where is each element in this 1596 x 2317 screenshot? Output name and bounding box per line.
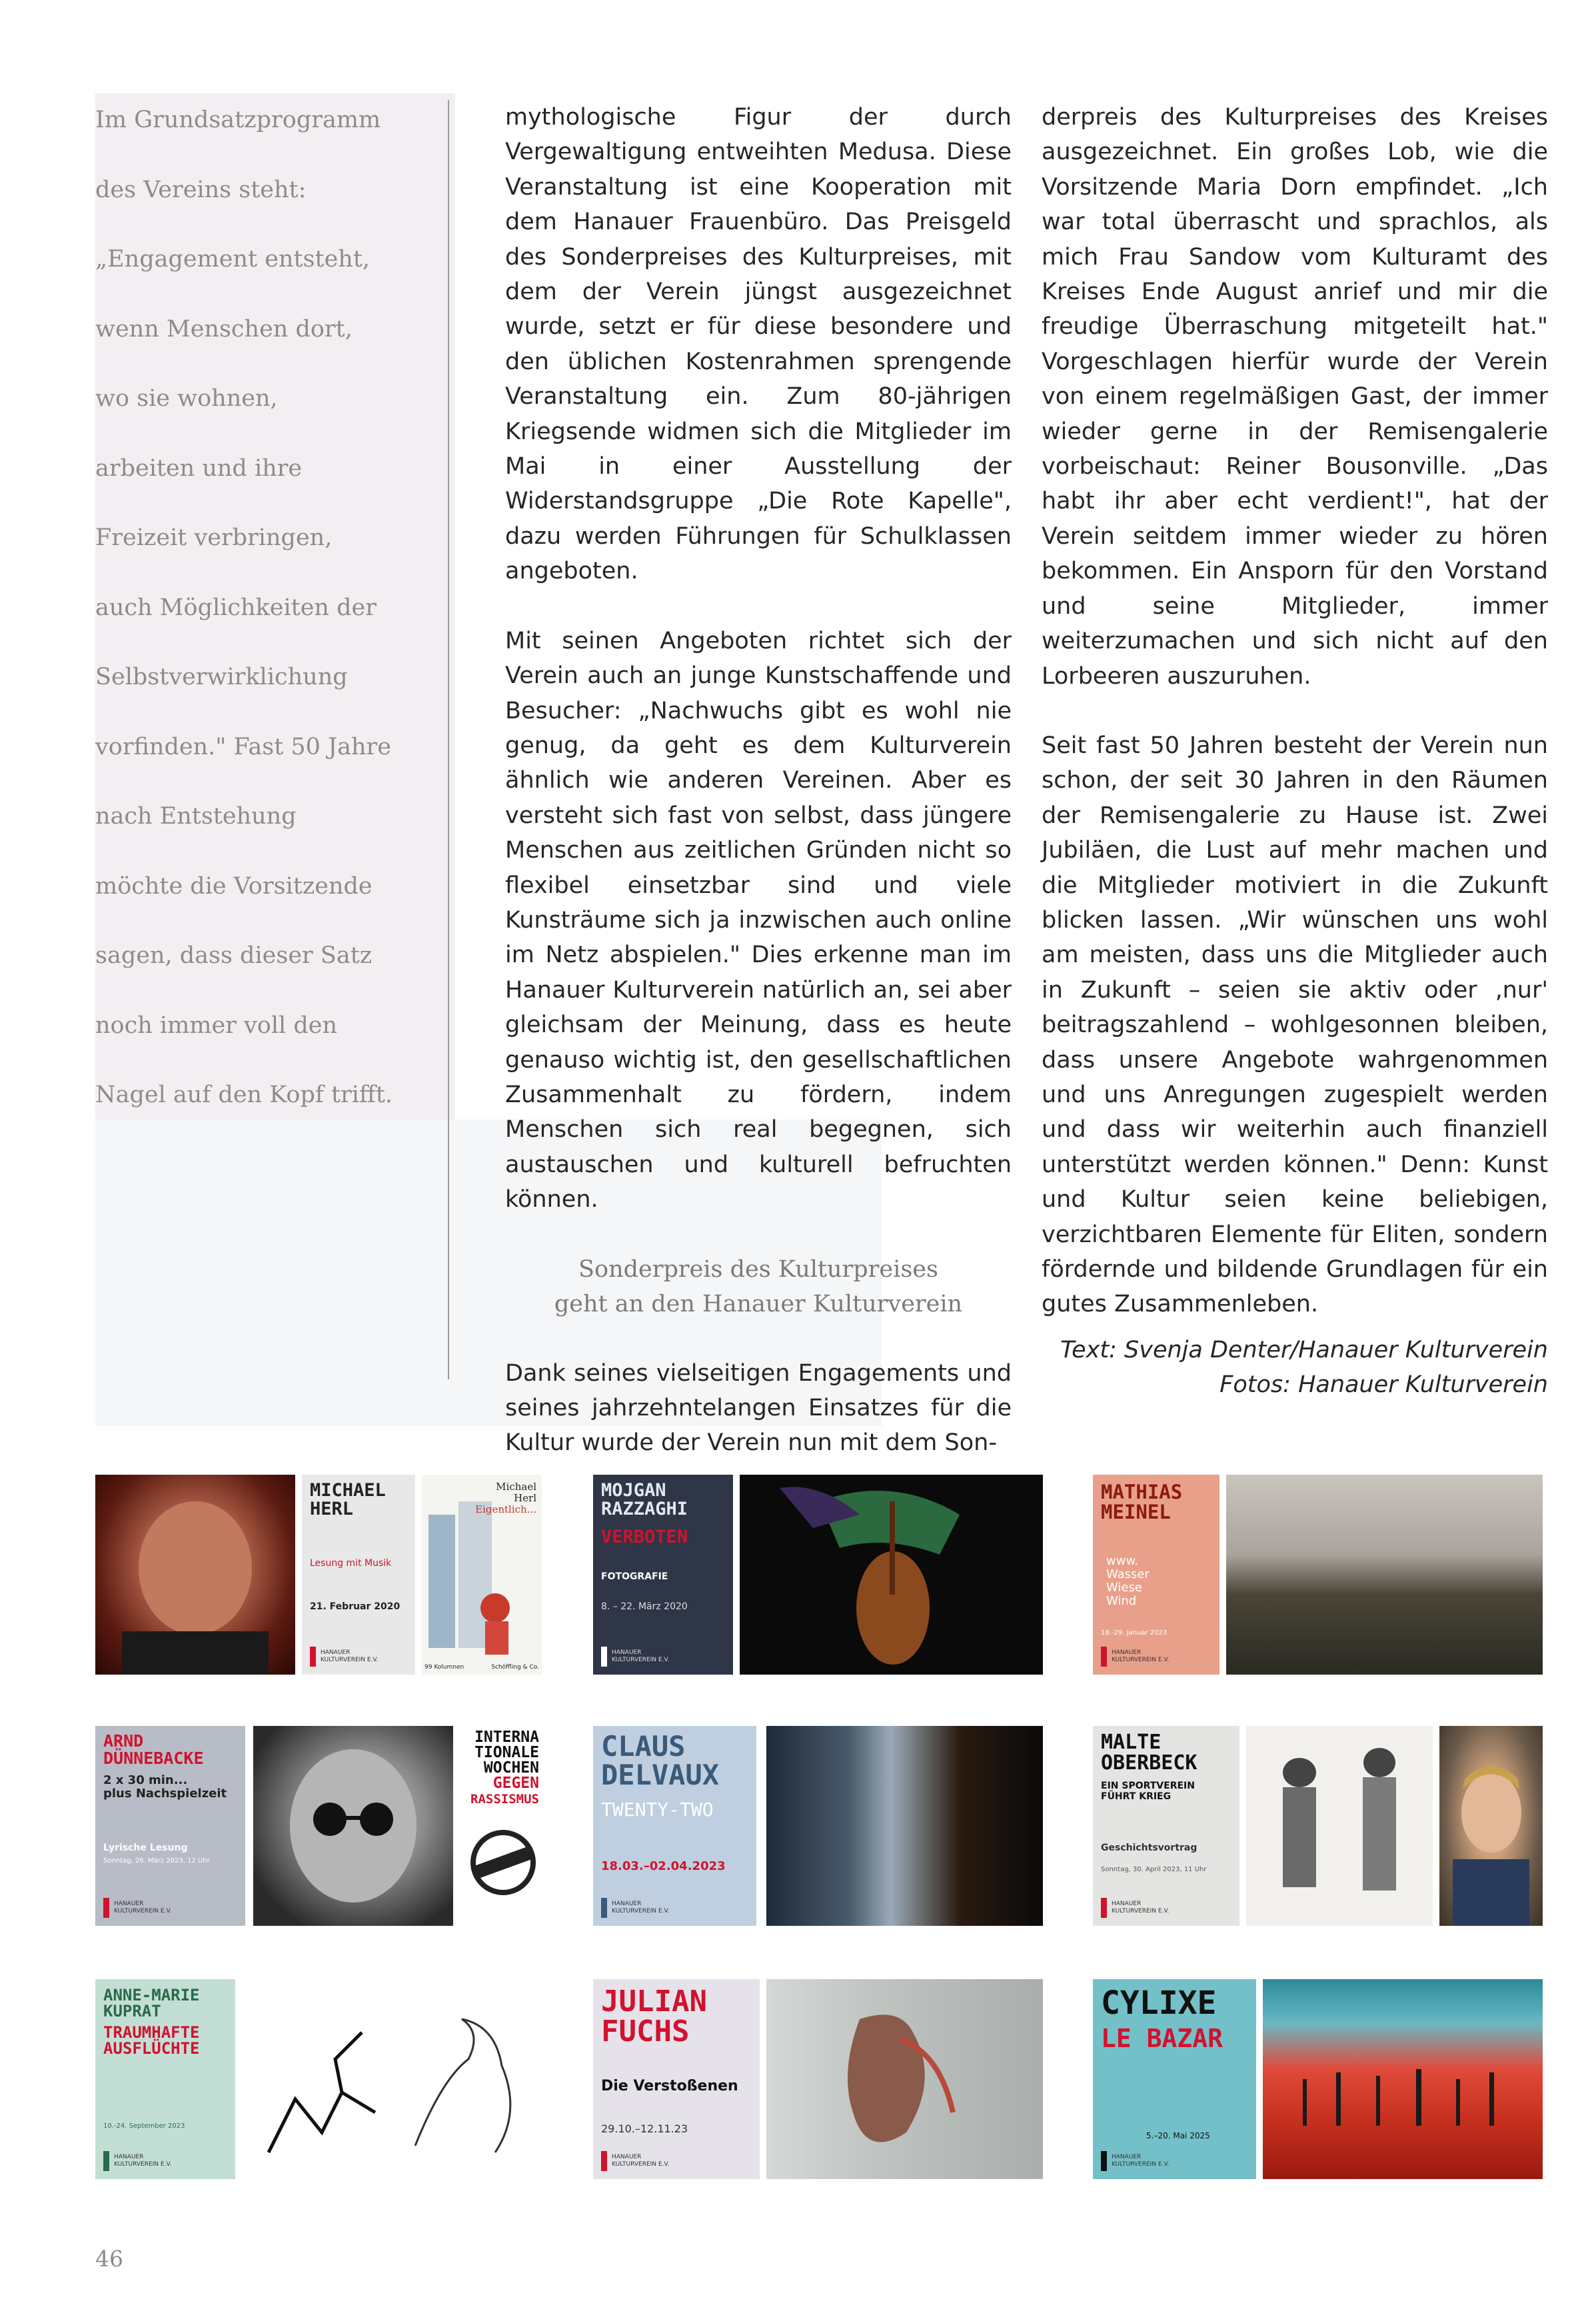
poster-title: Die Verstoßenen — [601, 2078, 738, 2094]
portrait-figure — [95, 1475, 295, 1675]
poster-delvaux — [593, 1726, 756, 1926]
poster-subtitle: www. Wasser Wiese Wind — [1106, 1554, 1150, 1608]
stamp-icon — [456, 1726, 543, 1926]
poster-date: 29.10.–12.11.23 — [601, 2122, 688, 2135]
figures-silhouettes — [1263, 1979, 1543, 2179]
subheading-line: Sonderpreis des Kulturpreises — [578, 1255, 938, 1283]
portrait-figure — [253, 1726, 453, 1926]
credits — [1042, 1333, 1548, 1403]
poster-subtitle: 2 x 30 min... plus Nachspielzeit — [103, 1773, 227, 1801]
soldiers-drawing — [1246, 1726, 1433, 1926]
poster-date: 5.–20. Mai 2025 — [1146, 2131, 1210, 2140]
club-logo: HANAUER KULTURVEREIN E.V. — [310, 1647, 390, 1667]
poster-razzaghi — [593, 1475, 733, 1675]
portrait-photo-oberbeck — [1439, 1726, 1543, 1926]
paragraph: Seit fast 50 Jahren besteht der Verein nun schon, der seit 30 Jahren in den Räumen der Remisengalerie zu Hause ist. Zwei Jubiläen, die Lust auf mehr machen und die Mitglieder motiviert in die Zukunft blicken lassen. „Wir wünschen uns wohl am meisten, dass uns die Mitglieder auch in Zukunft – seien sie aktiv oder ‚nur' beitragszahlend – wohlgesonnen bleiben, dass unsere Angebote wahrgenommen und uns Anregungen zugespielt werden und dass wir weiterhin auch finanziell unterstützt werden können." Denn: Kunst und Kultur seien keine beliebigen, verzichtbaren Elemente für Eliten, sondern fördernde und bildende Grundlagen für ein gutes Zusammenleben. — [1042, 732, 1548, 1318]
poster-title: VERBOTEN — [601, 1527, 688, 1547]
poster-title: INTERNA TIONALE WOCHEN GEGEN RASSISMUS — [470, 1729, 539, 1807]
quote-line: auch Möglichkeiten der — [95, 594, 377, 621]
poster-name: CYLIXE — [1101, 1984, 1217, 2022]
quote-line: „Engagement entsteht, — [95, 246, 371, 273]
poster-name: ANNE-MARIE KUPRAT — [103, 1986, 200, 2021]
poster-name: ARND DÜNNEBACKE — [103, 1731, 204, 1768]
ink-drawing — [242, 1979, 542, 2179]
book-footer: 99 Kolumnen Schöffling & Co. — [424, 1664, 539, 1671]
painting-figure — [766, 1979, 1043, 2179]
quote-line: sagen, dass dieser Satz — [95, 942, 373, 969]
poster-subtitle: FOTOGRAFIE — [601, 1571, 668, 1582]
photo-cellist — [740, 1475, 1043, 1675]
club-logo: HANAUER KULTURVEREIN E.V. — [1101, 1898, 1181, 1918]
poster-date: 18.03.–02.04.2023 — [601, 1859, 726, 1873]
poster-name: CLAUS DELVAUX — [601, 1730, 720, 1791]
figure-painting — [766, 1979, 1043, 2179]
club-logo: HANAUER KULTURVEREIN E.V. — [601, 1647, 681, 1667]
credit-text: Text: Svenja Denter/Hanauer Kulturverein — [1060, 1336, 1548, 1363]
article-column-middle — [505, 100, 1012, 1495]
paragraph: derpreis des Kulturpreises des Kreises ausgezeichnet. Ein großes Lob, wie die Vorsitzende Maria Dorn empfindet. „Ich war total überrascht und sprachlos, als mich Frau Sandow vom Kulturamt des Kreises Ende August anrief und mir die freudige Überraschung mitgeteilt hat." Vorgeschlagen hierfür wurde der Verein von einem regelmäßigen Gast, der immer wieder gerne in der Remisengalerie vorbeischaut: Reiner Bousonville. „Das habt ihr aber echt verdient!", hat der Verein seitdem immer wieder zu hören bekommen. Ein Ansporn für den Vorstand und seine Mitglieder, immer weiterzumachen und sich nicht auf den Lorbeeren auszuruhen. — [1042, 104, 1548, 690]
painting-bazar — [1263, 1979, 1543, 2179]
poster-duennebacke — [95, 1726, 245, 1926]
quote-line: Nagel auf den Kopf trifft. — [95, 1082, 393, 1108]
poster-fuchs — [593, 1979, 760, 2179]
poster-name: JULIAN FUCHS — [601, 1984, 707, 2048]
quote-line: möchte die Vorsitzende — [95, 872, 373, 900]
poster-subtitle: EIN SPORTVEREIN FÜHRT KRIEG — [1101, 1781, 1195, 1802]
paragraph: mythologische Figur der durch Vergewaltigung entweihten Medusa. Diese Veranstaltung ist eine Kooperation mit dem Hanauer Frauenbüro. Das Preisgeld des Sonderpreises des Kulturpreises, mit dem der Verein jüngst ausgezeichnet wurde, setzt er für diese besondere und den üblichen Kostenrahmen sprengende Veranstaltung ein. Zum 80-jährigen Kriegsende widmen sich die Mitglieder im Mai in einer Ausstellung der Widerstandsgruppe „Die Rote Kapelle", dazu werden Führungen für Schulklassen angeboten. — [505, 104, 1012, 585]
portrait-figure — [1439, 1726, 1543, 1926]
poster-title: TRAUMHAFTE AUSFLÜCHTE — [103, 2023, 200, 2058]
club-logo: HANAUER KULTURVEREIN E.V. — [1101, 2151, 1181, 2171]
article-column-right — [1042, 100, 1548, 1403]
page-number: 46 — [95, 2246, 123, 2272]
poster-event-type: Lyrische Lesung — [103, 1843, 188, 1853]
quote-line: nach Entstehung — [95, 803, 297, 830]
book-cover-herl — [422, 1475, 542, 1675]
club-logo: HANAUER KULTURVEREIN E.V. — [103, 2151, 183, 2171]
poster-subtitle: Lesung mit Musik — [310, 1558, 392, 1569]
quote-line: arbeiten und ihre — [95, 454, 303, 482]
poster-name: MALTE OBERBECK — [1101, 1731, 1197, 1775]
drawing-creatures — [242, 1979, 542, 2179]
section-subheading — [505, 1252, 1012, 1321]
quote-line: Freizeit verbringen, — [95, 524, 333, 551]
quote-line: Selbstverwirklichung — [95, 664, 348, 690]
club-logo: HANAUER KULTURVEREIN E.V. — [601, 1898, 681, 1918]
painting-landscape — [1226, 1475, 1543, 1675]
poster-oberbeck — [1093, 1726, 1239, 1926]
quote-line: wo sie wohnen, — [95, 385, 278, 412]
quote-line: vorfinden." Fast 50 Jahre — [95, 733, 391, 760]
credit-photos: Fotos: Hanauer Kulturverein — [1219, 1371, 1548, 1399]
poster-iwgr — [456, 1726, 543, 1926]
poster-cylixe — [1093, 1979, 1256, 2179]
poster-herl — [302, 1475, 415, 1675]
photo-street — [766, 1726, 1043, 1926]
poster-title: TWENTY-TWO — [601, 1799, 714, 1821]
quote-line: Im Grundsatzprogramm — [95, 107, 381, 133]
poster-name: MICHAEL HERL — [310, 1480, 386, 1519]
poster-date: Sonntag, 26. März 2023, 12 Uhr — [103, 1857, 210, 1865]
poster-kuprat — [95, 1979, 235, 2179]
poster-date: 21. Februar 2020 — [310, 1601, 400, 1612]
club-logo: HANAUER KULTURVEREIN E.V. — [1101, 1647, 1181, 1667]
poster-name: MATHIAS MEINEL — [1101, 1481, 1183, 1523]
poster-name: MOJGAN RAZZAGHI — [601, 1480, 688, 1519]
column-divider — [448, 100, 449, 1379]
poster-title: LE BAZAR — [1101, 2024, 1223, 2053]
poster-date: 18.-29. Januar 2023 — [1101, 1629, 1168, 1637]
paragraph: Dank seines vielseitigen Engagements und seines jahrzehntelangen Einsatzes für die Kultur wurde der Verein nun mit dem Son- — [505, 1359, 1012, 1457]
poster-date: 8. – 22. März 2020 — [601, 1601, 688, 1612]
illustration-soldiers — [1246, 1726, 1433, 1926]
cellist-illustration — [740, 1475, 1043, 1675]
club-logo: HANAUER KULTURVEREIN E.V. — [601, 2151, 681, 2171]
portrait-photo-herl — [95, 1475, 295, 1675]
quote-line: des Vereins steht: — [95, 176, 307, 203]
poster-meinel — [1093, 1475, 1219, 1675]
club-logo: HANAUER KULTURVEREIN E.V. — [103, 1898, 183, 1918]
subheading-line: geht an den Hanauer Kulturverein — [554, 1290, 963, 1317]
book-title: Michael Herl Eigentlich... — [475, 1481, 536, 1515]
portrait-photo-duennebacke — [253, 1726, 453, 1926]
quote-line: wenn Menschen dort, — [95, 315, 353, 343]
paragraph: Mit seinen Angeboten richtet sich der Verein auch an junge Kunstschaffende und Besucher: „Nachwuchs gibt es wohl nie genug, da geht es dem Kulturverein ähnlich wie anderen Vereinen. Aber es versteht sich fast von selbst, dass jüngere Menschen aus zeitlichen Gründen nicht so flexibel einsetzbar sind und viele Kunsträume sich ja inzwischen auch online im Netz abspielen." Dies erkenne man im Hanauer Kulturverein natürlich an, sei aber gleichsam der Meinung, dass es heute genauso wichtig ist, den gesellschaftlichen Zusammenhalt zu fördern, indem Menschen sich real begegnen, sich austauschen und kulturell befruchten können. — [505, 627, 1012, 1213]
poster-date: Sonntag, 30. April 2023, 11 Uhr — [1101, 1866, 1207, 1873]
pull-quote — [95, 100, 402, 1145]
poster-event-type: Geschichtsvortrag — [1101, 1843, 1197, 1853]
quote-line: noch immer voll den — [95, 1012, 338, 1039]
poster-date: 10.-24. September 2023 — [103, 2122, 185, 2130]
